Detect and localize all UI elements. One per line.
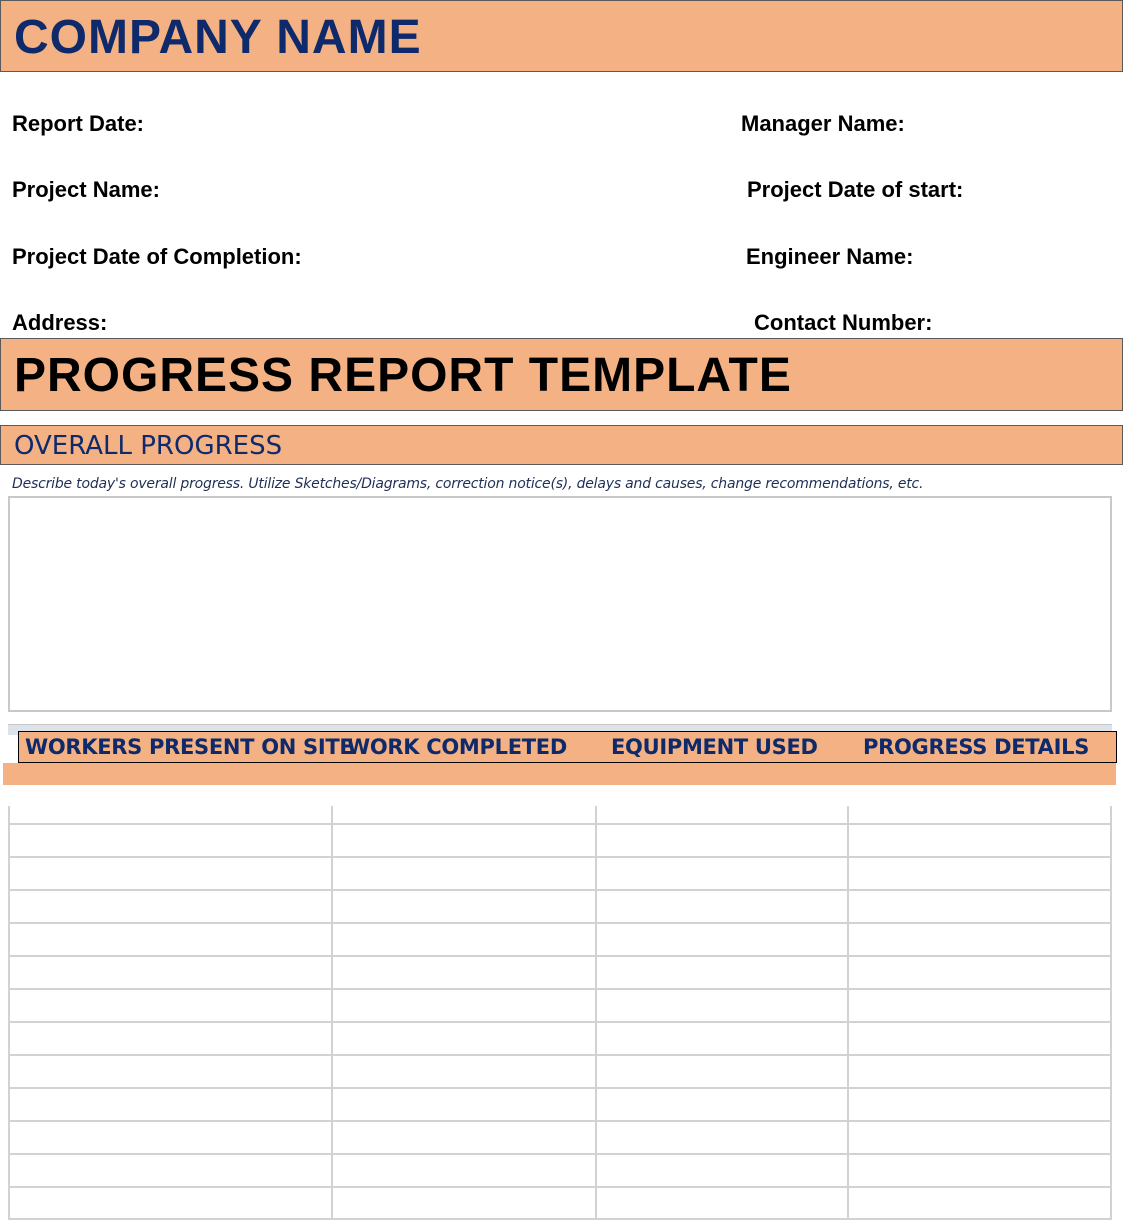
company-header-band	[0, 0, 1123, 72]
progress-table-grid[interactable]	[8, 806, 1112, 1220]
table-row[interactable]	[8, 955, 1112, 957]
overall-progress-text-area[interactable]	[8, 496, 1112, 712]
report-date-label: Report Date:	[12, 111, 145, 136]
project-date-start-label: Project Date of start:	[747, 177, 964, 202]
column-header-work-completed: WORK COMPLETED	[347, 735, 567, 759]
table-row[interactable]	[8, 1054, 1112, 1056]
grid-column-line	[847, 806, 849, 1220]
company-name: COMPANY NAME	[14, 11, 422, 64]
table-row[interactable]	[8, 1087, 1112, 1089]
manager-name-label: Manager Name:	[741, 111, 905, 136]
table-row[interactable]	[8, 823, 1112, 825]
template-title: PROGRESS REPORT TEMPLATE	[14, 349, 792, 402]
grid-column-line	[1110, 806, 1112, 1220]
overall-progress-hint: Describe today's overall progress. Utilize Sketches/Diagrams, correction notice(s), delays and causes, change recommendations, etc.	[12, 476, 924, 492]
table-row[interactable]	[8, 922, 1112, 924]
address-label: Address:	[12, 310, 108, 335]
column-header-workers: WORKERS PRESENT ON SITE	[25, 735, 354, 759]
template-title-band	[0, 338, 1123, 411]
column-header-progress-details: PROGRESS DETAILS	[863, 735, 1090, 759]
engineer-name-label: Engineer Name:	[746, 244, 914, 269]
overall-progress-band	[0, 425, 1123, 465]
table-header-underband	[3, 763, 1116, 785]
grid-column-line	[8, 806, 10, 1220]
table-row[interactable]	[8, 1186, 1112, 1188]
grid-column-line	[595, 806, 597, 1220]
table-header-row	[18, 731, 1117, 763]
column-header-equipment: EQUIPMENT USED	[611, 735, 818, 759]
table-row[interactable]	[8, 856, 1112, 858]
project-date-completion-label: Project Date of Completion:	[12, 244, 302, 269]
table-row[interactable]	[8, 1153, 1112, 1155]
contact-number-label: Contact Number:	[754, 310, 933, 335]
grid-column-line	[331, 806, 333, 1220]
table-row[interactable]	[8, 889, 1112, 891]
table-row[interactable]	[8, 988, 1112, 990]
overall-progress-heading: OVERALL PROGRESS	[14, 431, 283, 461]
project-name-label: Project Name:	[12, 177, 160, 202]
table-row[interactable]	[8, 1120, 1112, 1122]
table-row[interactable]	[8, 1021, 1112, 1023]
